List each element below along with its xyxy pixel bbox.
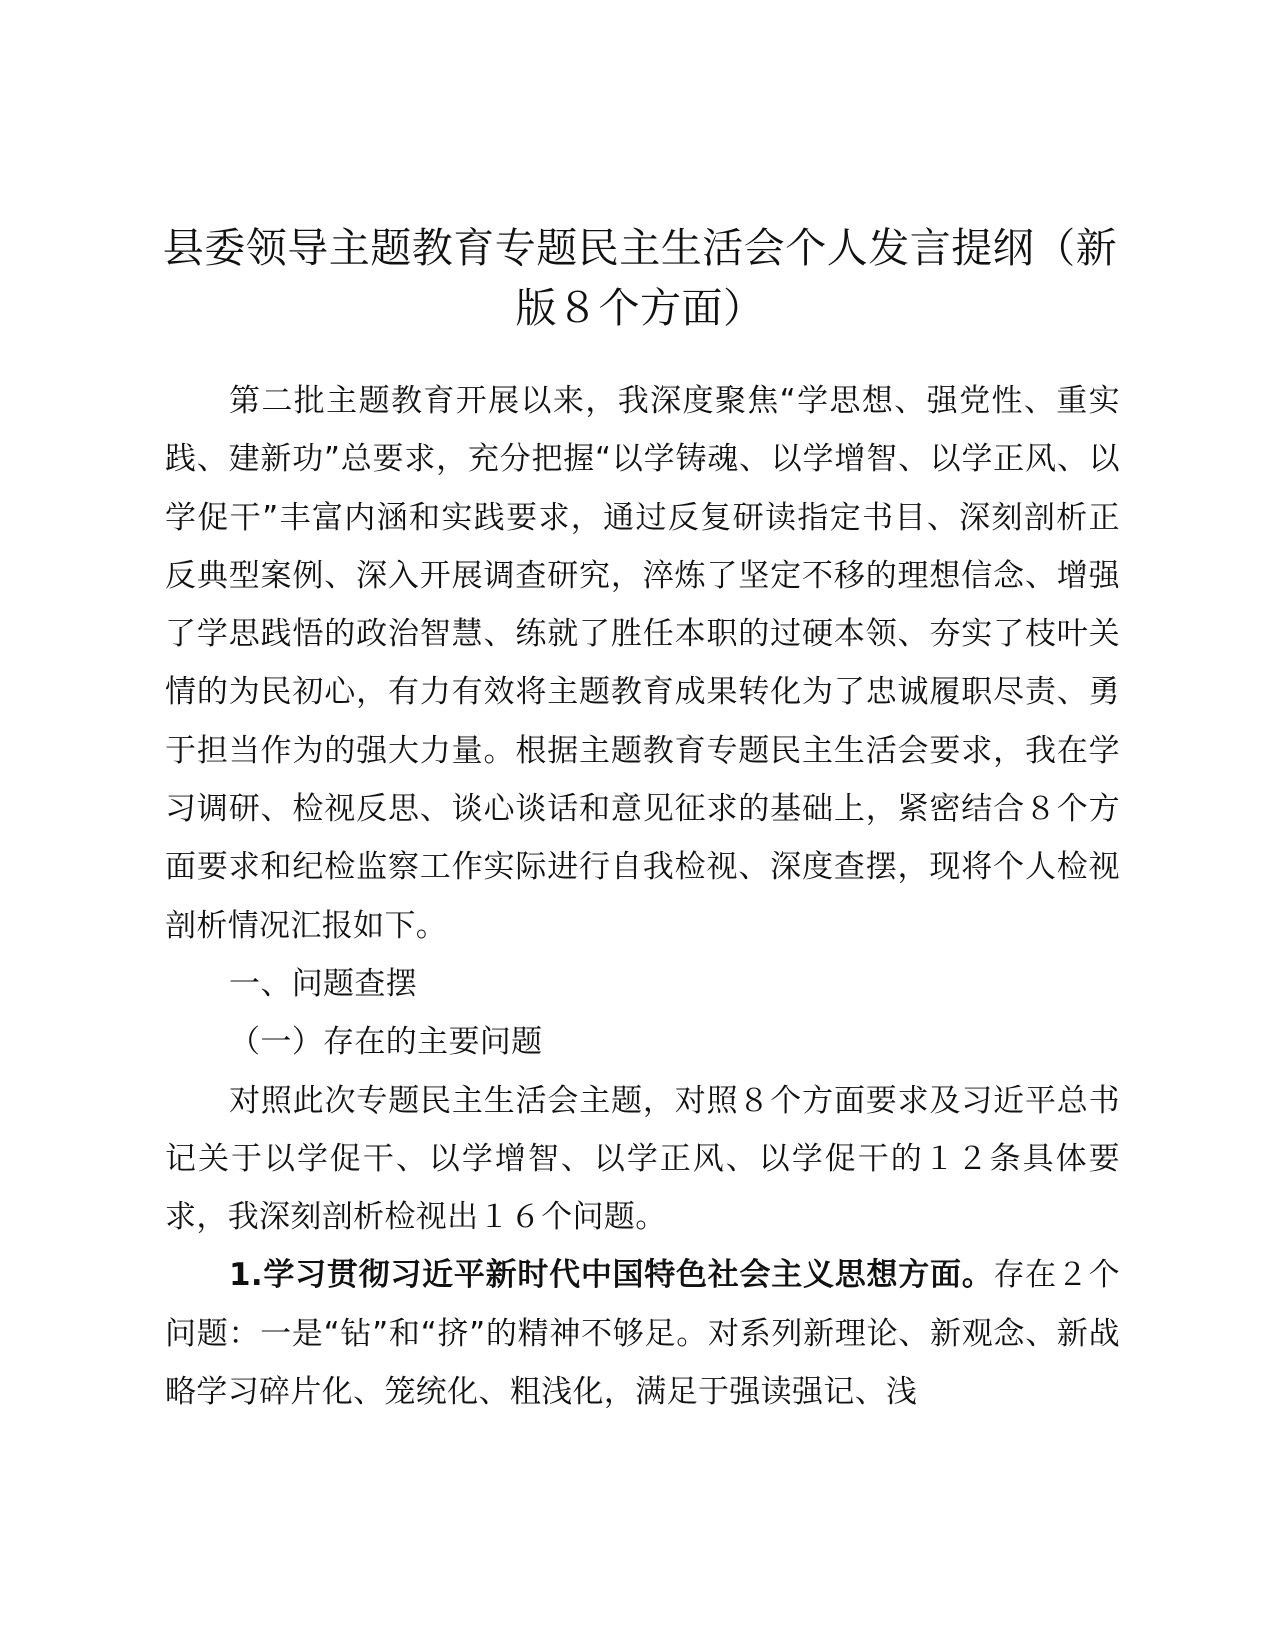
section-heading-problems: 一、问题查摆 bbox=[229, 965, 418, 1002]
document-body bbox=[165, 372, 1120, 1421]
item-1-paragraph bbox=[165, 1246, 1120, 1421]
intro-paragraph: 第二批主题教育开展以来，我深度聚焦“学思想、强党性、重实践、建新功”总要求，充分把握“以学铸魂、以学增智、以学正风、以学促干”丰富内涵和实践要求，通过反复研读指定书目、深刻剖析正反典型案例、深入开展调查研究，淬炼了坚定不移的理想信念、增强了学思践悟的政治智慧、练就了胜任本职的过硬本领、夯实了枝叶关情的为民初心，有力有效将主题教育成果转化为了忠诚履职尽责、勇于担当作为的强大力量。根据主题教育专题民主生活会要求，我在学习调研、检视反思、谈心谈话和意见征求的基础上，紧密结合８个方面要求和纪检监察工作实际进行自我检视、深度查摆，现将个人检视剖析情况汇报如下。 bbox=[165, 383, 1120, 944]
item-1-text: 存在２个问题：一是“钻”和“挤”的精神不够足。对系列新理论、新观念、新战略学习碎片化、笼统化、粗浅化，满足于强读强记、浅 bbox=[165, 1257, 1121, 1411]
document-title: 县委领导主题教育专题民主生活会个人发言提纲（新版８个方面） bbox=[162, 224, 1118, 332]
subsection-heading-main-problems: （一）存在的主要问题 bbox=[229, 1024, 543, 1061]
item-1-heading: 1.学习贯彻习近平新时代中国特色社会主义思想方面。 bbox=[229, 1257, 994, 1294]
summary-paragraph: 对照此次专题民主生活会主题，对照８个方面要求及习近平总书记关于以学促干、以学增智、以学正风、以学促干的１２条具体要求，我深刻剖析检视出１６个问题。 bbox=[165, 1082, 1120, 1236]
